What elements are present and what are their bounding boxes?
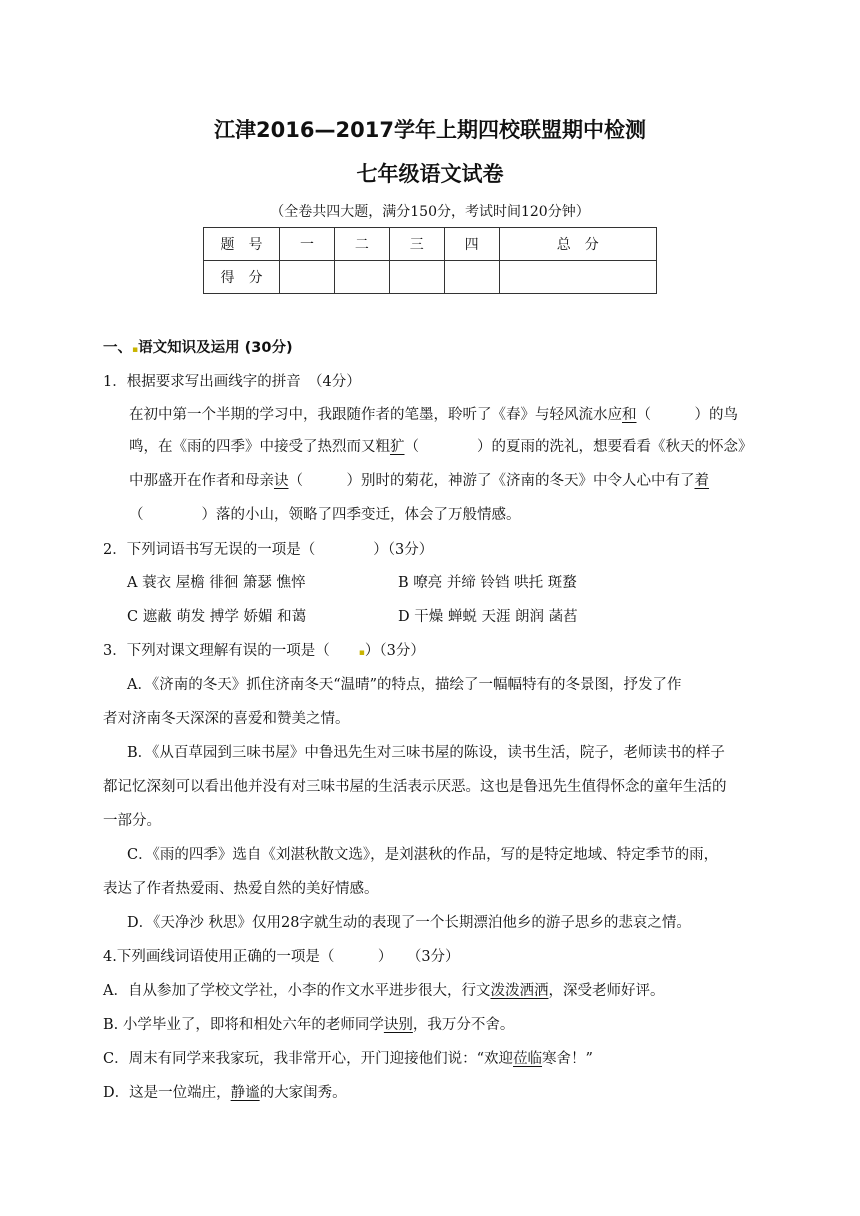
- score-cell: [334, 261, 389, 294]
- dot-mark: ▪: [358, 648, 365, 658]
- score-cell: 题 号: [204, 228, 280, 261]
- question-3-stem: 3．下列对课文理解有误的一项是（ ▪）（3分）: [103, 643, 425, 659]
- question-3-option-b: B．《从百草园到三味书屋》中鲁迅先生对三味书屋的陈设，读书生活，院子，老师读书的样子: [127, 745, 725, 761]
- question-1-line: 中那盛开在作者和母亲诀（ ）别时的菊花，神游了《济南的冬天》中令人心中有了着: [129, 473, 709, 489]
- score-table-header-row: [204, 228, 657, 261]
- question-4-option-c: C．周末有同学来我家玩，我非常开心，开门迎接他们说：“欢迎莅临寒舍！”: [103, 1051, 593, 1067]
- exam-note: （全卷共四大题，满分150分，考试时间120分钟）: [270, 204, 590, 220]
- score-cell: [499, 261, 656, 294]
- score-cell: 三: [389, 228, 444, 261]
- question-1-stem: 1．根据要求写出画线字的拼音 （4分）: [103, 374, 361, 390]
- exam-subtitle: 七年级语文试卷: [356, 162, 504, 186]
- question-2-option-d: D 干燥 蝉蜕 天涯 朗润 菡萏: [398, 609, 578, 625]
- dot-mark: ▪: [132, 345, 139, 355]
- question-2-option-c: C 遮蔽 萌发 搏学 娇媚 和蔼: [127, 609, 307, 625]
- question-3-option-a-cont: 者对济南冬天深深的喜爱和赞美之情。: [103, 711, 350, 727]
- question-1-line: （ ）落的小山，领略了四季变迁，体会了万般情感。: [129, 507, 521, 523]
- question-3-option-c-cont: 表达了作者热爱雨、热爱自然的美好情感。: [103, 881, 379, 897]
- score-cell: [444, 261, 499, 294]
- question-1-line: 在初中第一个半期的学习中，我跟随作者的笔墨，聆听了《春》与轻风流水应和（ ）的鸟: [129, 407, 738, 423]
- exam-title: 江津2016—2017学年上期四校联盟期中检测: [214, 118, 646, 142]
- question-3-option-c: C．《雨的四季》选自《刘湛秋散文选》，是刘湛秋的作品，写的是特定地域、特定季节的雨，: [127, 847, 719, 863]
- question-1-line: 鸣，在《雨的四季》中接受了热烈而又粗犷（ ）的夏雨的洗礼，想要看看《秋天的怀念》: [129, 439, 753, 455]
- section-heading: 一、▪语文知识及运用 (30分): [103, 340, 293, 356]
- score-table-score-row: [204, 261, 657, 294]
- question-3-option-d: D．《天净沙 秋思》仅用28字就生动的表现了一个长期漂泊他乡的游子思乡的悲哀之情。: [127, 915, 691, 931]
- score-cell: 总 分: [499, 228, 656, 261]
- score-table: [203, 227, 657, 294]
- score-cell: [280, 261, 335, 294]
- score-cell: 四: [444, 228, 499, 261]
- score-cell: 二: [334, 228, 389, 261]
- question-4-option-a: A．自从参加了学校文学社，小李的作文水平进步很大，行文泼泼洒洒，深受老师好评。: [103, 983, 665, 999]
- question-2-option-b: B 嘹亮 并缔 铃铛 哄托 斑蝥: [398, 575, 577, 591]
- question-3-option-b-cont: 一部分。: [103, 813, 161, 829]
- question-2-stem: 2．下列词语书写无误的一项是（ ）（3分）: [103, 542, 434, 558]
- question-2-option-a: A 蓑衣 屋檐 徘徊 箫瑟 憔悴: [127, 575, 306, 591]
- question-3-option-a: A．《济南的冬天》抓住济南冬天“温晴”的特点，描绘了一幅幅特有的冬景图，抒发了作: [127, 677, 682, 693]
- score-cell: [389, 261, 444, 294]
- question-4-option-d: D．这是一位端庄，静谧的大家闺秀。: [103, 1085, 347, 1101]
- score-cell: 一: [280, 228, 335, 261]
- question-3-option-b-cont: 都记忆深刻可以看出他并没有对三味书屋的生活表示厌恶。这也是鲁迅先生值得怀念的童年生活的: [103, 779, 727, 795]
- question-4-stem: 4.下列画线词语使用正确的一项是（ ） （3分）: [103, 949, 460, 965]
- score-cell: 得 分: [204, 261, 280, 294]
- question-4-option-b: B. 小学毕业了，即将和相处六年的老师同学诀别，我万分不舍。: [103, 1017, 515, 1033]
